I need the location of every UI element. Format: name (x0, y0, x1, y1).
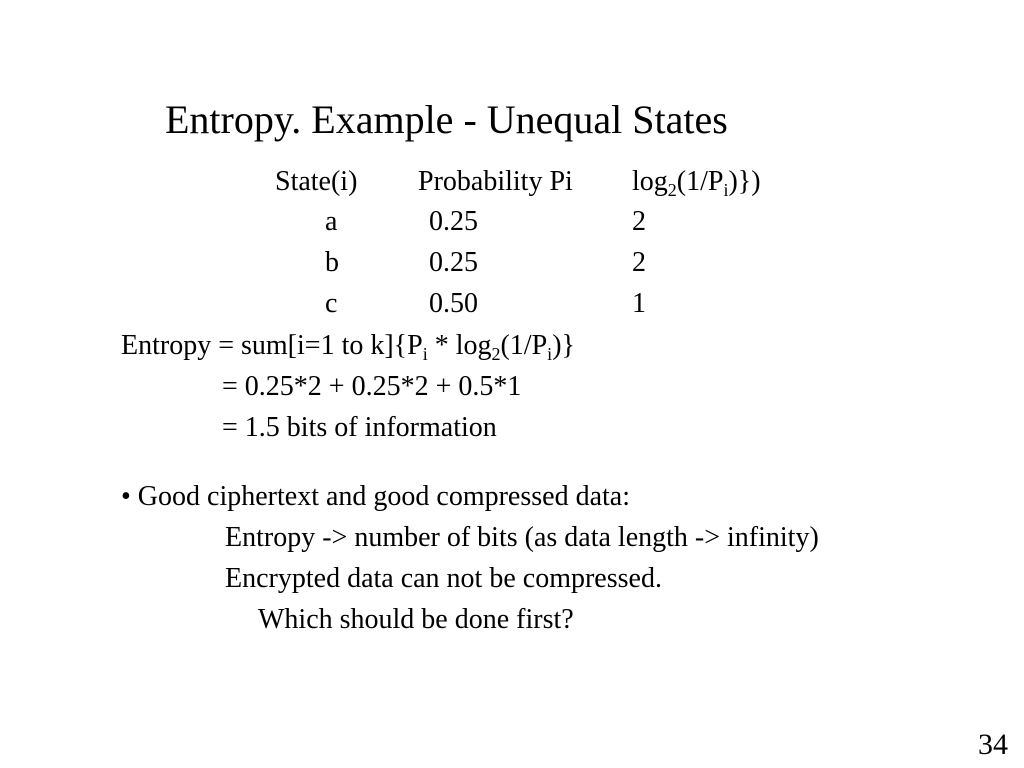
header-log-base: 2 (667, 180, 677, 200)
row-a-log: 2 (632, 206, 646, 237)
row-c-probability: 0.50 (429, 288, 478, 319)
entropy-formula (121, 330, 575, 364)
header-state: State(i) (275, 166, 358, 197)
row-b-probability: 0.25 (429, 247, 478, 278)
formula-part-b: * log (427, 330, 492, 361)
formula-sub-2: 2 (491, 344, 501, 364)
header-log-index: i (723, 180, 729, 200)
header-log-arg: (1/P (676, 166, 724, 197)
row-c-log: 1 (632, 288, 646, 319)
formula-part-a: Entropy = sum[i=1 to k]{P (121, 330, 423, 361)
header-log-text: log (632, 166, 668, 197)
row-b-log: 2 (632, 247, 646, 278)
formula-part-c: (1/P (500, 330, 548, 361)
row-a-state: a (325, 206, 338, 237)
row-c-state: c (325, 288, 338, 319)
entropy-step-2: = 1.5 bits of information (222, 412, 497, 443)
header-log-close: )}) (728, 166, 761, 197)
bullet-line-2: Entropy -> number of bits (as data length -> infinity) (225, 522, 819, 553)
bullet-line-4: Which should be done first? (258, 604, 574, 635)
entropy-step-1: = 0.25*2 + 0.25*2 + 0.5*1 (222, 371, 522, 402)
row-a-probability: 0.25 (429, 206, 478, 237)
header-probability: Probability Pi (418, 166, 573, 197)
bullet-line-1: • Good ciphertext and good compressed data: (121, 481, 630, 512)
bullet-line-3: Encrypted data can not be compressed. (225, 563, 662, 594)
page-number: 34 (978, 728, 1008, 761)
slide-title: Entropy. Example - Unequal States (165, 97, 728, 142)
header-log (632, 166, 761, 200)
formula-part-d: )} (552, 330, 575, 361)
row-b-state: b (325, 247, 339, 278)
formula-sub-i: i (422, 344, 428, 364)
formula-sub-i2: i (547, 344, 553, 364)
